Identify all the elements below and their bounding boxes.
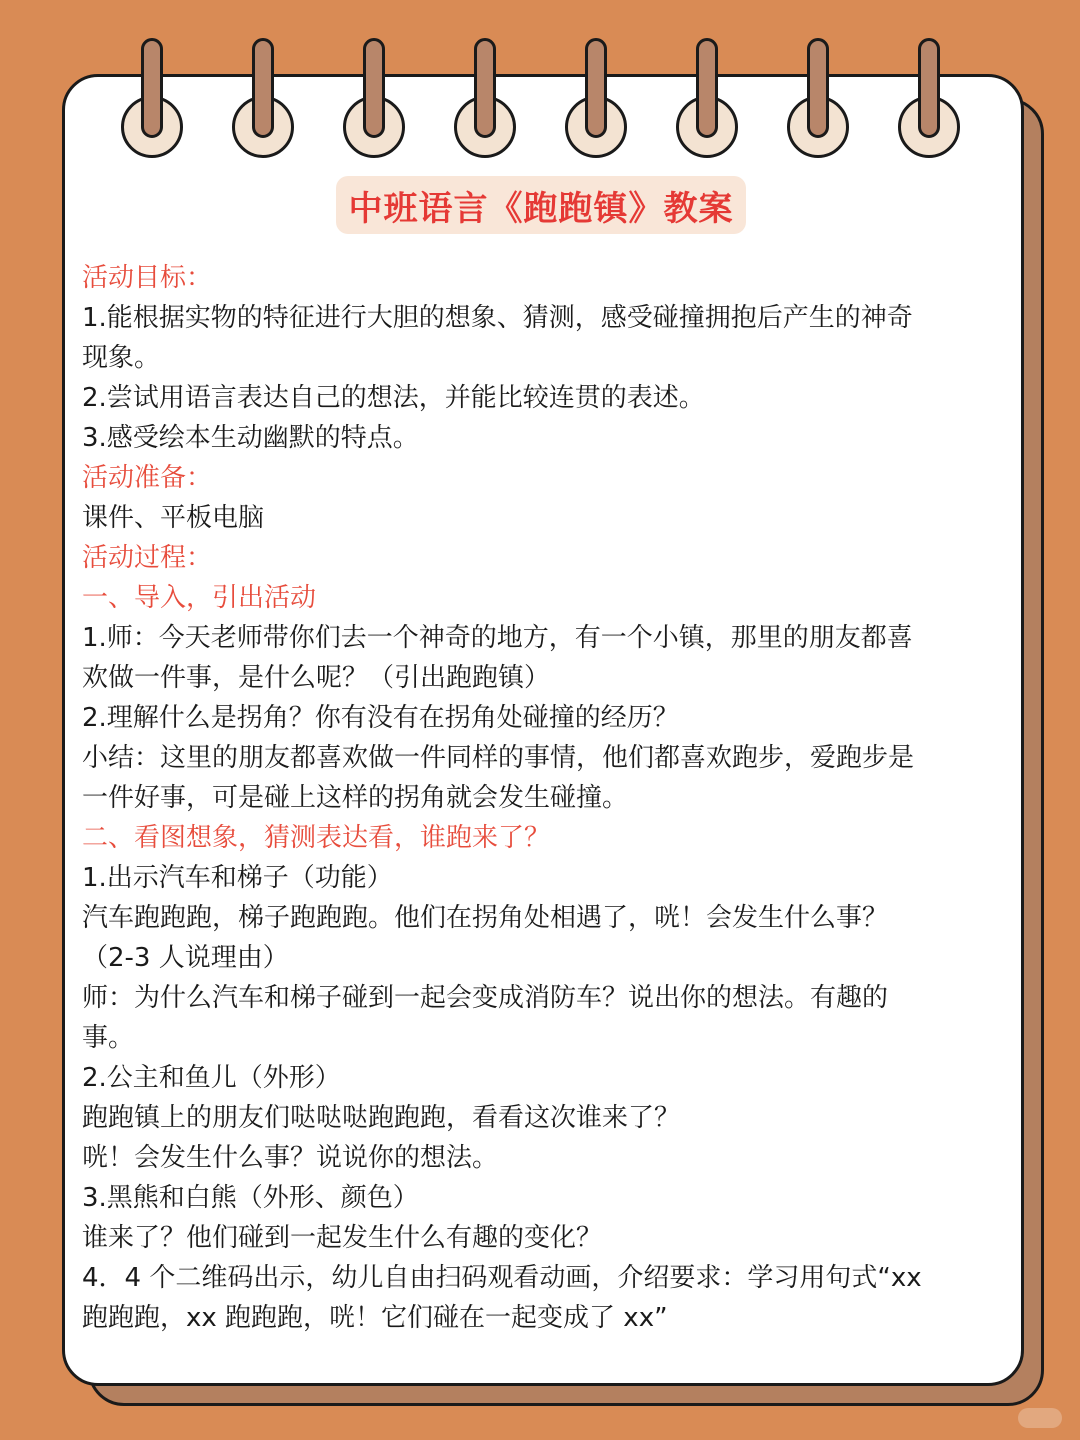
text-line: 1.师：今天老师带你们去一个神奇的地方，有一个小镇，那里的朋友都喜 xyxy=(82,623,913,653)
text-line: 1.能根据实物的特征进行大胆的想象、猜测，感受碰撞拥抱后产生的神奇 xyxy=(82,303,913,333)
section-heading: 活动目标： xyxy=(82,263,213,293)
text-line: 课件、平板电脑 xyxy=(82,503,265,533)
text-line: 3.黑熊和白熊（外形、颜色） xyxy=(82,1183,419,1213)
text-line: 现象。 xyxy=(82,343,161,373)
text-line: 2.理解什么是拐角？你有没有在拐角处碰撞的经历？ xyxy=(82,703,679,733)
lesson-plan-body xyxy=(82,258,1018,1338)
ring-bar xyxy=(696,38,718,138)
text-line: 事。 xyxy=(82,1023,135,1053)
text-line: 一件好事，可是碰上这样的拐角就会发生碰撞。 xyxy=(82,783,629,813)
text-line: 师：为什么汽车和梯子碰到一起会变成消防车？说出你的想法。有趣的 xyxy=(82,983,889,1013)
ring-bar xyxy=(141,38,163,138)
text-line: 2.公主和鱼儿（外形） xyxy=(82,1063,341,1093)
text-line: 欢做一件事，是什么呢？（引出跑跑镇） xyxy=(82,663,551,693)
text-line: 2.尝试用语言表达自己的想法，并能比较连贯的表述。 xyxy=(82,383,705,413)
section-heading: 一、导入，引出活动 xyxy=(82,583,317,613)
text-line: 4．4 个二维码出示，幼儿自由扫码观看动画，介绍要求：学习用句式“xx xyxy=(82,1263,922,1293)
ring-bar xyxy=(585,38,607,138)
text-line: 咣！会发生什么事？说说你的想法。 xyxy=(82,1143,499,1173)
ring-bar xyxy=(474,38,496,138)
text-line: 跑跑镇上的朋友们哒哒哒跑跑跑，看看这次谁来了？ xyxy=(82,1103,681,1133)
section-heading: 活动准备： xyxy=(82,463,213,493)
ring-bar xyxy=(363,38,385,138)
text-line: 3.感受绘本生动幽默的特点。 xyxy=(82,423,419,453)
ring-bar xyxy=(918,38,940,138)
section-heading: 活动过程： xyxy=(82,543,213,573)
text-line: （2-3 人说理由） xyxy=(82,943,289,973)
text-line: 1.出示汽车和梯子（功能） xyxy=(82,863,393,893)
section-heading: 二、看图想象，猜测表达看，谁跑来了？ xyxy=(82,823,551,853)
text-line: 跑跑跑，xx 跑跑跑，咣！它们碰在一起变成了 xx” xyxy=(82,1303,668,1333)
text-line: 汽车跑跑跑，梯子跑跑跑。他们在拐角处相遇了，咣！会发生什么事？ xyxy=(82,903,889,933)
title-banner xyxy=(336,176,746,234)
page-title: 中班语言《跑跑镇》教案 xyxy=(348,188,734,229)
text-line: 谁来了？他们碰到一起发生什么有趣的变化？ xyxy=(82,1223,603,1253)
ring-bar xyxy=(807,38,829,138)
watermark-badge xyxy=(1018,1408,1062,1428)
ring-bar xyxy=(252,38,274,138)
text-line: 小结：这里的朋友都喜欢做一件同样的事情，他们都喜欢跑步，爱跑步是 xyxy=(82,743,915,773)
